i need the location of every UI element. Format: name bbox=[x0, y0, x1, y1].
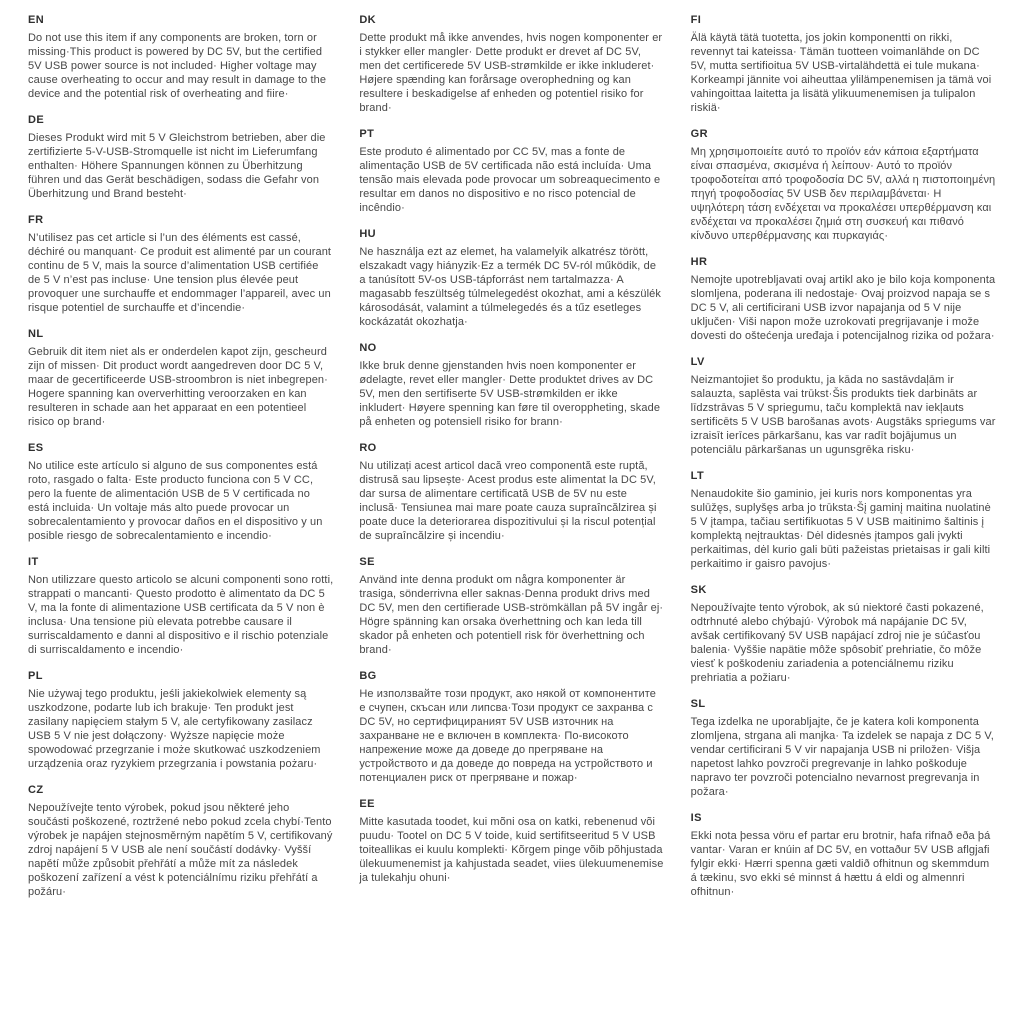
section-dk bbox=[359, 14, 664, 115]
language-code-dk: DK bbox=[359, 14, 377, 26]
column-1 bbox=[28, 14, 333, 912]
section-hr bbox=[691, 256, 996, 343]
warning-text-ro: Nu utilizați acest articol dacă vreo componentă este ruptă, distrusă sau lipsește· Acest produs este alimentat la DC 5V, dar sursa de alimentare certificată USB de 5V nu este inclusă· Tensiunea mai mare poate cauza supraîncălzirea și poate duce la deteriorarea dispozitivului și la riscul potențial de supraîncălzire și incendiu· bbox=[359, 460, 657, 542]
section-cz bbox=[28, 784, 333, 899]
warning-text-pt: Este produto é alimentado por CC 5V, mas a fonte de alimentação USB de 5V certificada não está incluída· Uma tensão mais elevada pode provocar um sobreaquecimento e resultar em danos no dispositivo e no risco potencial de incêndio· bbox=[359, 146, 661, 214]
warning-text-en: Do not use this item if any components are broken, torn or missing·This product is powered by DC 5V, but the certified 5V USB power source is not included· Higher voltage may cause overheating to occur and may result in damage to the device and the potential risk of overheating and fiire· bbox=[28, 32, 327, 100]
warning-text-dk: Dette produkt må ikke anvendes, hvis nogen komponenter er i stykker eller mangler· Dette produkt er drevet af DC 5V, men det certificerede 5V USB-strømkilde er ikke inkluderet· Højere spænding kan forårsage overophedning og kan resultere i beskadigelse af enheden og potentiel risiko for brand· bbox=[359, 32, 663, 114]
language-code-pl: PL bbox=[28, 670, 43, 682]
language-code-hu: HU bbox=[359, 228, 377, 240]
language-code-sl: SL bbox=[690, 698, 706, 710]
warning-text-sk: Nepoužívajte tento výrobok, ak sú niektoré časti pokazené, odtrhnuté alebo chýbajú· Výrobok má napájanie DC 5V, avšak certifikovaný 5V USB napájací zdroj nie je súčasťou balenia· Vyššie napätie môže spôsobiť prehriatie, čo môže viesť k poškodeniu zariadenia a potenciálnemu riziku prehriatia a požiaru· bbox=[690, 602, 984, 684]
language-code-pt: PT bbox=[359, 128, 375, 140]
language-code-de: DE bbox=[28, 114, 45, 126]
warning-text-sl: Tega izdelka ne uporabljajte, če je katera koli komponenta zlomljena, strgana ali manjka· Ta izdelek se napaja z DC 5 V, vendar certificirani 5 V vir napajanja USB ni priložen· Višja napetost lahko povzroči pregrevanje in lahko poškoduje napravo ter povzroči potencialno nevarnost pregrevanja in požara· bbox=[690, 716, 994, 798]
language-code-gr: GR bbox=[690, 128, 708, 140]
warning-text-nl: Gebruik dit item niet als er onderdelen kapot zijn, gescheurd zijn of missen· Dit product wordt aangedreven door DC 5 V, maar de gecertificeerde USB-stroombron is niet inbegrepen· Hogere spanning kan oververhitting veroorzaken en kan resulteren in schade aan het apparaat en een potentieel risico op brand· bbox=[28, 346, 328, 428]
warning-text-lv: Neizmantojiet šo produktu, ja kāda no sastāvdaļām ir salauzta, saplēsta vai trūkst·Šis produkts tiek darbināts ar līdzstrāvas 5 V spriegumu, taču komplektā nav iekļauts sertificēts 5 V USB barošanas avots· Augstāks spriegums var izraisīt ierīces pārkaršanu, kas var radīt bojājumus un potenciālu pārkaršanas un ugunsgrēka risku· bbox=[690, 374, 996, 456]
section-pt bbox=[359, 128, 664, 215]
language-code-fr: FR bbox=[28, 214, 44, 226]
language-code-cz: CZ bbox=[28, 784, 44, 796]
warning-text-se: Använd inte denna produkt om några komponenter är trasiga, sönderrivna eller saknas·Denna produkt drivs med DC 5V, men den certifierade USB-strömkällan på 5V ingår ej· Högre spänning kan orsaka överhettning och kan leda till skador på enheten och potentiell risk för överhettning och brand· bbox=[359, 574, 664, 656]
language-code-fi: FI bbox=[690, 14, 702, 26]
section-en bbox=[28, 14, 333, 101]
section-sk bbox=[691, 584, 996, 685]
warning-text-hr: Nemojte upotrebljavati ovaj artikl ako je bilo koja komponenta slomljena, poderana ili nedostaje· Ovaj proizvod napaja se s DC 5 V, ali certificirani USB izvor napajanja od 5 V nije uključen· Viši napon može uzrokovati pregrijavanje i može dovesti do oštećenja uređaja i potencijalnog rizika od požara· bbox=[690, 274, 996, 342]
section-ro bbox=[359, 442, 664, 543]
language-code-hr: HR bbox=[690, 256, 708, 268]
section-no bbox=[359, 342, 664, 429]
section-es bbox=[28, 442, 333, 543]
language-code-it: IT bbox=[28, 556, 39, 568]
section-bg bbox=[359, 670, 664, 785]
column-2 bbox=[359, 14, 664, 912]
section-hu bbox=[359, 228, 664, 329]
language-code-lv: LV bbox=[690, 356, 705, 368]
warning-text-pl: Nie używaj tego produktu, jeśli jakiekolwiek elementy są uszkodzone, podarte lub ich brakuje· Ten produkt jest zasilany napięciem stałym 5 V, ale certyfikowany zasilacz USB 5 V nie jest dołączony· Wyższe napięcie może spowodować przegrzanie i może skutkować uszkodzeniem urządzenia oraz ryzykiem przegrzania i powstania pożaru· bbox=[28, 688, 321, 770]
warning-text-ee: Mitte kasutada toodet, kui mõni osa on katki, rebenenud või puudu· Tootel on DC 5 V toide, kuid sertifitseeritud 5 V USB toiteallikas ei kuulu komplekti· Kõrgem pinge võib põhjustada ülekuumenemist ja kahjustada seadet, viies ülekuumenemise ja tulekahju ohuni· bbox=[359, 816, 664, 884]
section-fi bbox=[691, 14, 996, 115]
language-code-lt: LT bbox=[690, 470, 705, 482]
warning-text-it: Non utilizzare questo articolo se alcuni componenti sono rotti, strappati o mancanti· Questo prodotto è alimentato da DC 5 V, ma la fonte di alimentazione USB certificata da 5 V non è inclusa· Una tensione più elevata potrebbe causare il surriscaldamento e danni al dispositivo e il rischio potenziale di surriscaldamento e incendio· bbox=[28, 574, 334, 656]
language-code-ro: RO bbox=[359, 442, 377, 454]
three-column-layout bbox=[28, 14, 996, 912]
language-code-bg: BG bbox=[359, 670, 377, 682]
section-nl bbox=[28, 328, 333, 429]
section-is bbox=[691, 812, 996, 899]
section-gr bbox=[691, 128, 996, 243]
section-ee bbox=[359, 798, 664, 885]
section-sl bbox=[691, 698, 996, 799]
warning-text-bg: Не използвайте този продукт, ако някой от компонентите е счупен, скъсан или липсва·Този продукт се захранва с DC 5V, но сертифицираният 5V USB източник на захранване не е включен в комплекта· По-високото напрежение може да доведе до прегряване на устройството и да доведе до повреда на устройството и потенциален риск от прегряване и пожар· bbox=[359, 688, 656, 784]
language-code-nl: NL bbox=[28, 328, 44, 340]
section-lt bbox=[691, 470, 996, 571]
section-de bbox=[28, 114, 333, 201]
warning-text-no: Ikke bruk denne gjenstanden hvis noen komponenter er ødelagte, revet eller mangler· Dette produktet drives av DC 5V, men den sertifiserte 5V USB-strømkilden er ikke inkludert· Høyere spenning kan føre til overoppheting, skade på enheten og potensiell risiko for brann· bbox=[359, 360, 661, 428]
language-code-se: SE bbox=[359, 556, 375, 568]
section-pl bbox=[28, 670, 333, 771]
warning-text-fr: N’utilisez pas cet article si l’un des éléments est cassé, déchiré ou manquant· Ce produit est alimenté par un courant continu de 5 V, mais la source d’alimentation USB certifiée de 5 V n’est pas incluse· Une tension plus élevée peut provoquer une surchauffe et endommager l’appareil, avec un risque potentiel de surchauffe et d’incendie· bbox=[28, 232, 332, 314]
warning-text-de: Dieses Produkt wird mit 5 V Gleichstrom betrieben, aber die zertifizierte 5-V-USB-Stromquelle ist nicht im Lieferumfang enthalten· Höhere Spannungen können zu Überhitzung führen und das Gerät beschädigen, sodass die Gefahr von Überhitzung und Brand besteht· bbox=[28, 132, 326, 200]
section-se bbox=[359, 556, 664, 657]
section-fr bbox=[28, 214, 333, 315]
warning-text-es: No utilice este artículo si alguno de sus componentes está roto, rasgado o falta· Este producto funciona con 5 V CC, pero la fuente de alimentación USB de 5 V certificada no está incluida· Un voltaje más alto puede provocar un sobrecalentamiento y provocar daños en el dispositivo y un posible riesgo de sobrecalentamiento e incendio· bbox=[28, 460, 323, 542]
warning-text-cz: Nepoužívejte tento výrobek, pokud jsou některé jeho součásti poškozené, roztržené nebo pokud zcela chybí·Tento výrobek je napájen stejnosměrným napětím 5 V, certifikovaný zdroj napájení 5 V USB ale není součástí dodávky· Vyšší napětí může způsobit přehřátí a může mít za následek poškození zařízení a vést k potenciálnímu riziku přehřátí a požáru· bbox=[28, 802, 333, 898]
section-it bbox=[28, 556, 333, 657]
warning-text-fi: Älä käytä tätä tuotetta, jos jokin komponentti on rikki, revennyt tai kateissa· Tämän tuotteen voimanlähde on DC 5V, mutta sertifioitua 5V USB-virtalähdettä ei tule mukana· Korkeampi jännite voi aiheuttaa ylilämpenemisen ja tämä voi vahingoittaa laitetta ja lisätä ylikuumenemisen ja tulipalon riskiä· bbox=[690, 32, 992, 114]
warning-text-hu: Ne használja ezt az elemet, ha valamelyik alkatrész törött, elszakadt vagy hiányzik·Ez a termék DC 5V-ról működik, de a tanúsított 5V-os USB-tápforrást nem tartalmazza· A magasabb feszültség túlmelegedést okozhat, ami a készülék károsodását, valamint a túlmelegedés és a tűz esetleges kockázatát okozhatja· bbox=[359, 246, 661, 328]
language-code-es: ES bbox=[28, 442, 44, 454]
language-code-no: NO bbox=[359, 342, 377, 354]
column-3 bbox=[691, 14, 996, 912]
warning-text-lt: Nenaudokite šio gaminio, jei kuris nors komponentas yra sulūžęs, suplyšęs arba jo trūksta·Šį gaminį maitina nuolatinė 5 V įtampa, tačiau sertifikuotas 5 V USB maitinimo šaltinis į komplektą neįtrauktas· Dėl didesnės įtampos gali įvykti perkaitimas, dėl kurio gali būti pažeistas prietaisas ir gali kilti perkaitimo ir gaisro pavojus· bbox=[690, 488, 991, 570]
language-code-sk: SK bbox=[690, 584, 707, 596]
language-code-ee: EE bbox=[359, 798, 375, 810]
language-code-en: EN bbox=[28, 14, 45, 26]
warning-text-is: Ekki nota þessa vöru ef partar eru brotnir, hafa rifnað eða þá vantar· Varan er knúin af DC 5V, en vottaður 5V USB aflgjafi fylgir ekki· Hærri spenna gæti valdið ofhitnun og skemmdum á tækinu, svo ekki sé minnst á hættu á eldi og almennri ofhitnun· bbox=[690, 830, 991, 898]
warning-text-gr: Μη χρησιμοποιείτε αυτό το προϊόν εάν κάποια εξαρτήματα είναι σπασμένα, σκισμένα ή λείπουν· Αυτό το προϊόν τροφοδοτείται από τροφοδοσία DC 5V, αλλά η πιστοποιημένη πηγή τροφοδοσίας 5V USB δεν περιλαμβάνεται· Η υψηλότερη τάση ενδέχεται να προκαλέσει υπερθέρμανση και ενδέχεται να προκαλέσει ζημιά στη συσκευή και πιθανό κίνδυνο υπερθέρμανσης και πυρκαγιάς· bbox=[690, 146, 996, 242]
language-code-is: IS bbox=[690, 812, 702, 824]
section-lv bbox=[691, 356, 996, 457]
